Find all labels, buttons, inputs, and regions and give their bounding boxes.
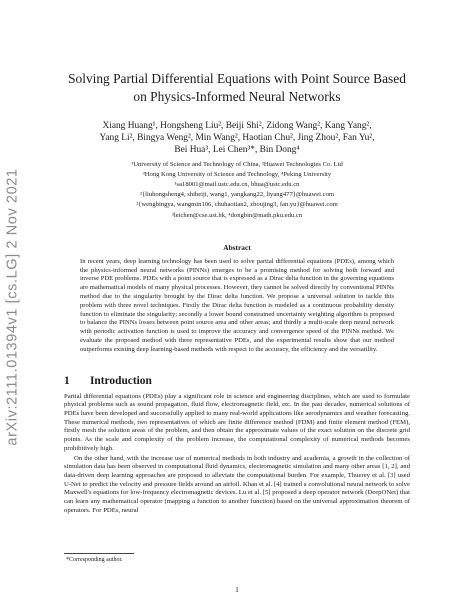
author-list	[64, 120, 410, 157]
paragraph-2: On the other hand, with the increase use of numerical methods in both industry and academia, a growth in the collection of simulation data has been observed in computational fluid dynamics, electromagnetic simulation and many other areas [1, 2], and data-driven deep learning approaches are proposed to alleviate the computational burden. For example, Thuerey et al. [3] used U-Net to predict the velocity and pressure fields around an airfoil. Khan et al. [4] trained a convolutional neural network to solve Maxwell's equations for low-frequency electromagnetic devices. Lu et al. [5] proposed a deep operator network (DeepONet) that can learn any mathematical operator (mapping a function to another function) based on the universal approximation theorem of operators. For PDEs, neural	[64, 454, 410, 514]
abstract-heading: Abstract	[223, 242, 251, 252]
footnote: *Corresponding author.	[66, 557, 123, 563]
author-line-2: Yang Li², Bingya Weng², Min Wang², Haotian Chu², Jing Zhou², Fan Yu²,	[99, 133, 375, 144]
section-number: 1	[64, 374, 70, 387]
affiliation-line-2: ³Hong Kong University of Science and Technology, ⁴Peking University	[142, 170, 332, 178]
paper-title	[64, 70, 410, 106]
abstract-text: In recent years, deep learning technology has been used to solve partial differential equations (PDEs), among which the physics-informed neural networks (PINNs) emerges to be a promising method for solving both forward and inverse PDE problems. PDEs with a point source that is expressed as a Dirac delta function in the governing equations are mathematical models of many physical processes. However, they cannot be solved directly by conventional PINNs method due to the singularity brought by the Dirac delta function. We propose a universal solution to tackle this problem with three novel techniques. Firstly the Dirac delta function is modeled as a continuous probability density function to eliminate the singularity; secondly a lower bound constrained uncertainty weighting algorithm is proposed to balance the PINNs losses between point source area and other areas; and thirdly a multi-scale deep neural network with periodic activation function is used to improve the accuracy and convergence speed of the PINNs method. We evaluate the proposed method with three representative PDEs, and the experimental results show that our method outperforms existing deep learning-based methods with respect to the accuracy, the efficiency and the versatility.	[80, 257, 394, 353]
footnote-divider	[64, 553, 134, 554]
affiliation-line-4: ²{liuhongsheng4, shibeiji, wang1, yangkang22, liyang477}@huawei.com	[139, 191, 335, 199]
affiliation-line-5: ²{wengbingya, wangmin106, chuhaotian2, zhoujing3, fan.yu}@huawei.com	[136, 201, 338, 209]
affiliation-line-3: ¹sa18001@mail.ustc.edu.cn, bhua@ustc.edu.cn	[174, 181, 300, 189]
section-body	[64, 393, 410, 516]
title-line-1: Solving Partial Differential Equations with Point Source Based	[68, 71, 406, 86]
author-line-3: Bei Hua³, Lei Chen³*, Bin Dong⁴	[174, 145, 300, 156]
section-heading	[64, 375, 410, 387]
arxiv-identifier-text: arXiv:2111.01394v1 [cs.LG] 2 Nov 2021	[5, 167, 21, 446]
author-line-1: Xiang Huang¹, Hongsheng Liu², Beiji Shi², Zidong Wang², Kang Yang²,	[102, 121, 372, 131]
title-line-2: on Physics-Informed Neural Networks	[133, 89, 341, 104]
paragraph-1: Partial differential equations (PDEs) play a significant role in science and engineering disciplines, which are used to formulate physical problems such as sound propagation, fluid flow, electromagnetic field, etc. In the past decades, numerical solutions of PDEs have been developed and successfully applied to many real-world applications like aerodynamics and weather forecasting. These numerical methods, two representatives of which are finite difference method (FDM) and finite element method (FEM), firstly mesh the solution areas of the problem, and then obtain the approximate values of the exact solution on the discrete grid points. As the scale and complexity of the problem increase, the computational complexity of numerical methods becomes prohibitively high.	[64, 392, 410, 452]
page-number: 1	[235, 585, 239, 594]
affiliation-line-1: ¹University of Science and Technology of China, ²Huawei Technologies Co. Ltd	[131, 160, 343, 168]
section-title: Introduction	[90, 374, 152, 387]
affiliation-line-6: ³leichen@cse.ust.hk, ⁴dongbin@math.pku.edu.cn	[171, 211, 303, 219]
paper-page	[64, 70, 410, 515]
arxiv-identifier-stamp	[0, 0, 26, 613]
affiliation-list	[64, 160, 410, 221]
